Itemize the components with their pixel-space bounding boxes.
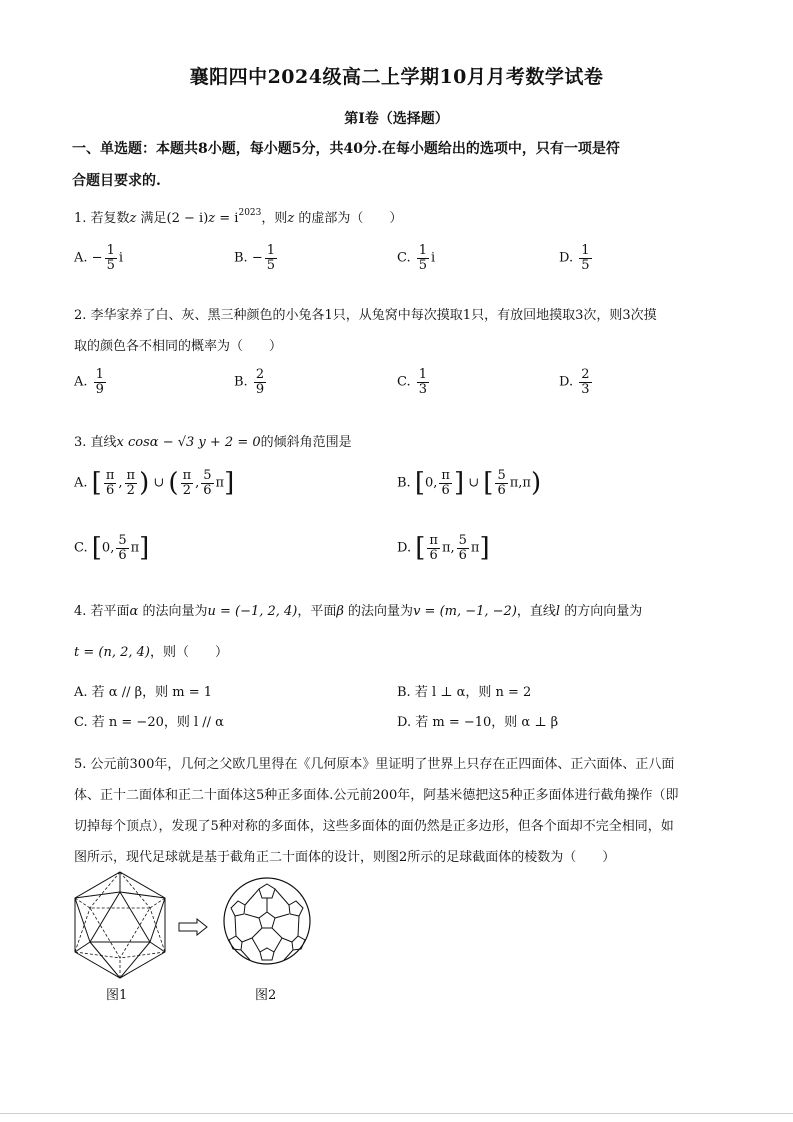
section-header-line2: 合题目要求的. (72, 173, 161, 189)
denominator: 6 (429, 547, 438, 563)
fraction (94, 368, 106, 396)
question-3-stem (74, 431, 352, 450)
numerator: 1 (95, 367, 104, 382)
denominator: 5 (418, 257, 428, 273)
union-symbol: ∪ (468, 475, 480, 491)
option-label: A. (74, 475, 88, 491)
option-label: D. (397, 540, 412, 556)
option-label: C. (397, 250, 411, 266)
q4-text: 的方向向量为 (560, 604, 643, 619)
pi-symbol: π (509, 475, 519, 491)
pi-symbol: π (215, 475, 225, 491)
option-label: A. (74, 250, 88, 266)
q3-option-a[interactable]: A. [ $\frac{\pi}{6}$ , $\frac{\pi}{2}$ ) ∪ ( $\frac{\pi}{2}$ , $\frac{5}{6}$ π] (74, 467, 235, 498)
denominator: 9 (95, 381, 104, 397)
q4-option-d[interactable] (397, 711, 558, 730)
option-label: B. (397, 685, 411, 700)
q3-option-d[interactable]: D. [ $\frac{\pi}{6}$ π, $\frac{5}{6}$ π] (397, 532, 490, 563)
q1-text: 1. 若复数 (74, 211, 130, 226)
section-header-line1: 一、单选题：本题共8小题，每小题5分，共40分.在每小题给出的选项中，只有一项是符 (72, 141, 620, 157)
figure-2-label: 图2 (255, 988, 277, 1003)
denominator: 6 (118, 547, 127, 563)
q1-option-c[interactable] (397, 244, 435, 272)
denominator: 3 (581, 381, 590, 397)
question-2-line2: 取的颜色各不相同的概率为（ ） (74, 339, 283, 354)
pi-symbol: π (130, 540, 140, 556)
q3-text: 3. 直线 (74, 435, 117, 450)
q4-text: 4. 若平面 (74, 604, 130, 619)
q4-vector-t: t = (n, 2, 4) (74, 645, 150, 660)
question-5-line2: 体、正十二面体和正二十面体这5种正多面体.公元前200年，阿基米德把这5种正多面体进行截角操作（即 (74, 788, 679, 803)
right-arrow-icon (178, 918, 208, 936)
option-label: D. (559, 374, 574, 390)
denominator: 9 (255, 381, 265, 397)
numerator: 2 (255, 367, 265, 382)
q4-vector-u: u = (−1, 2, 4) (207, 604, 298, 619)
fraction (579, 368, 591, 396)
option-suffix: i (118, 250, 124, 266)
numerator: 5 (203, 467, 212, 483)
option-label: C. (397, 374, 411, 390)
q2-option-b[interactable] (234, 368, 268, 396)
figure-1-icosahedron (70, 870, 170, 980)
numerator: 1 (418, 367, 428, 382)
question-5-line1: 5. 公元前300年，几何之父欧几里得在《几何原本》里证明了世界上只存在正四面体、正六面体、正八面 (74, 757, 675, 772)
question-5-line3: 切掉每个顶点），发现了5种对称的多面体，这些多面体的面仍然是正多边形，但各个面却不完全相同，如 (74, 819, 674, 834)
numerator: 5 (118, 532, 127, 548)
fraction (579, 244, 591, 272)
q3-option-b[interactable]: B. [0, $\frac{\pi}{6}$ ] ∪ [ $\frac{5}{6}$ π,π) (397, 467, 542, 498)
option-text: 若 l ⊥ α，则 n = 2 (414, 685, 532, 700)
q3-text: 的倾斜角范围是 (260, 435, 352, 450)
q4-vector-v: v = (m, −1, −2) (413, 604, 517, 619)
option-label: C. (74, 715, 88, 730)
q2-option-c[interactable] (397, 368, 431, 396)
fraction (417, 244, 429, 272)
volume-subtitle: 第I卷（选择题） (344, 111, 449, 127)
q4-option-a[interactable] (74, 681, 212, 700)
numerator: π (182, 467, 192, 483)
numerator: 5 (497, 467, 506, 483)
fraction (105, 244, 117, 272)
q4-text: ，则（ ） (149, 645, 228, 660)
option-label: B. (397, 475, 411, 491)
union-symbol: ∪ (153, 475, 165, 491)
option-label: B. (234, 374, 248, 390)
option-label: B. (234, 250, 248, 266)
numerator: 1 (418, 243, 428, 258)
question-4-line2 (74, 641, 228, 660)
figure-2-soccer-ball (222, 876, 312, 966)
q4-var: β (336, 604, 344, 619)
pi-symbol: π (441, 540, 451, 556)
q1-eq: z (208, 211, 216, 226)
numerator: π (441, 467, 450, 483)
option-label: A. (74, 374, 88, 390)
q4-option-b[interactable] (397, 681, 531, 700)
q1-option-b[interactable] (234, 244, 279, 272)
figure-1-label: 图1 (106, 988, 128, 1003)
denominator: 6 (105, 482, 115, 498)
denominator: 3 (418, 381, 428, 397)
numerator: 1 (266, 243, 276, 258)
denominator: 5 (581, 257, 590, 273)
denominator: 5 (106, 257, 115, 273)
question-2-line1: 2. 李华家养了白、灰、黑三种颜色的小兔各1只，从兔窝中每次摸取1只，有放回地摸取3次，则3次摸 (74, 308, 657, 323)
q3-equation: x cosα − √3 y + 2 = 0 (116, 435, 261, 450)
q4-var: α (129, 604, 139, 619)
numerator: π (126, 467, 136, 483)
option-suffix: i (431, 250, 436, 266)
q4-text: 的法向量为 (138, 604, 208, 619)
q1-exponent: 2023 (238, 208, 262, 218)
option-text: 若 m = −10，则 α ⊥ β (415, 715, 559, 730)
denominator: 6 (497, 482, 506, 498)
numerator: π (105, 467, 115, 483)
q4-text: ，直线 (516, 604, 556, 619)
option-sign: − (91, 250, 103, 266)
option-sign: − (251, 250, 263, 266)
q2-option-d[interactable] (559, 368, 594, 396)
denominator: 5 (266, 257, 276, 273)
pi-symbol: π (522, 475, 531, 491)
q1-text: 满足 (136, 211, 167, 226)
q4-var: l (555, 604, 561, 619)
option-text: 若 n = −20，则 l // α (91, 715, 224, 730)
numerator: 1 (106, 243, 115, 258)
denominator: 6 (441, 482, 450, 498)
zero: 0 (101, 540, 111, 556)
denominator: 6 (203, 482, 212, 498)
q1-eq: = i (215, 211, 239, 226)
fraction (254, 368, 266, 396)
q1-text: 的虚部为（ ） (294, 211, 403, 226)
fraction (265, 244, 277, 272)
option-label: D. (397, 715, 412, 730)
denominator: 6 (458, 547, 467, 563)
option-label: C. (74, 540, 88, 556)
q1-text: ，则 (261, 211, 288, 226)
q1-var: z (287, 211, 295, 226)
q1-option-a[interactable] (74, 244, 123, 272)
q2-option-a[interactable] (74, 368, 108, 396)
numerator: 5 (458, 532, 467, 548)
denominator: 2 (126, 482, 135, 498)
fraction (417, 368, 429, 396)
pi-symbol: π (470, 540, 480, 556)
q4-option-c[interactable] (74, 711, 224, 730)
q1-var: z (129, 211, 137, 226)
q4-text: 的法向量为 (343, 604, 414, 619)
numerator: 2 (581, 367, 590, 382)
page-divider (0, 1113, 793, 1114)
option-text: 若 α // β，则 m = 1 (91, 685, 213, 700)
question-4-line1 (74, 600, 642, 619)
question-1-stem (74, 207, 402, 226)
q3-option-c[interactable]: C. [0, $\frac{5}{6}$ π] (74, 532, 150, 563)
numerator: 1 (581, 243, 590, 258)
q4-text: ，平面 (297, 604, 337, 619)
numerator: π (429, 532, 438, 548)
exam-title: 襄阳四中2024级高二上学期10月月考数学试卷 (189, 66, 604, 88)
q1-option-d[interactable] (559, 244, 594, 272)
option-label: A. (74, 685, 88, 700)
question-5-line4: 图所示，现代足球就是基于截角正二十面体的设计，则图2所示的足球截面体的棱数为（ ） (74, 850, 616, 865)
zero: 0 (424, 475, 434, 491)
option-label: D. (559, 250, 574, 266)
denominator: 2 (182, 482, 191, 498)
q1-eq: (2 − i) (166, 211, 209, 226)
